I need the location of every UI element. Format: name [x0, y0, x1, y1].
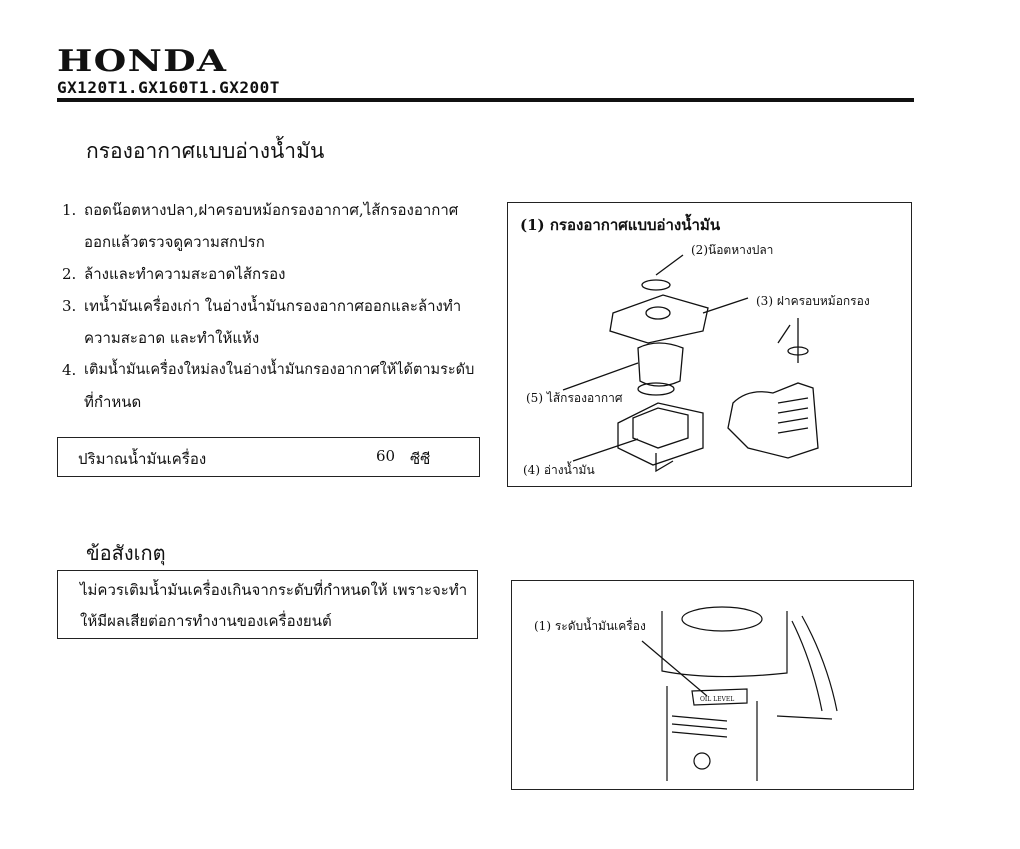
- oil-capacity-unit: ซีซี: [410, 450, 431, 468]
- step-item: [62, 290, 492, 354]
- label-filter-element: (5) ไส้กรองอากาศ: [526, 391, 623, 405]
- engine-illustration: [512, 581, 913, 789]
- oil-capacity-value: 60: [376, 447, 396, 465]
- step-text: ล้างและทำความสะอาดไส้กรอง: [84, 265, 286, 283]
- honda-logo: HONDA: [57, 44, 228, 79]
- note-text: ไม่ควรเติมน้ำมันเครื่องเกินจากระดับที่กำหนดให้ เพราะจะทำ: [80, 581, 468, 599]
- note-title: ข้อสังเกตุ: [86, 541, 166, 565]
- label-oil-level: (1) ระดับน้ำมันเครื่อง: [534, 619, 646, 633]
- label-cover: (3) ฝาครอบหม้อกรอง: [756, 294, 870, 308]
- step-text: เทน้ำมันเครื่องเก่า ในอ่างน้ำมันกรองอากาศออกและล้างทำ: [84, 297, 462, 315]
- figure-title: (1) กรองอากาศแบบอ่างน้ำมัน: [520, 216, 721, 234]
- oil-capacity-label: ปริมาณน้ำมันเครื่อง: [78, 450, 207, 468]
- note-box: [57, 570, 478, 639]
- label-wing-nut: (2)น๊อตหางปลา: [691, 243, 774, 257]
- step-text: เติมน้ำมันเครื่องใหม่ลงในอ่างน้ำมันกรองอากาศให้ได้ตามระดับ: [84, 362, 475, 378]
- section-title: กรองอากาศแบบอ่างน้ำมัน: [86, 139, 325, 163]
- label-oil-bath: (4) อ่างน้ำมัน: [523, 463, 595, 477]
- air-cleaner-diagram: [507, 202, 912, 487]
- step-text: ความสะอาด และทำให้แห้ง: [84, 329, 260, 347]
- step-item: [62, 194, 492, 258]
- step-number: 1.: [62, 201, 77, 219]
- step-text: ออกแล้วตรวจดูความสกปรก: [84, 233, 265, 251]
- step-number: 3.: [62, 297, 77, 315]
- oil-level-diagram: [511, 580, 914, 790]
- oil-capacity-box: [57, 437, 480, 477]
- note-text: ให้มีผลเสียต่อการทำงานของเครื่องยนต์: [80, 612, 332, 630]
- step-number: 4.: [62, 361, 77, 379]
- model-numbers: GX120T1.GX160T1.GX200T: [57, 78, 280, 97]
- steps-list: [62, 194, 492, 418]
- step-text: ถอดน๊อตหางปลา,ฝาครอบหม้อกรองอากาศ,ไส้กรองอากาศ: [84, 201, 459, 219]
- header-rule: [57, 98, 914, 102]
- step-item: [62, 258, 492, 290]
- step-item: [62, 354, 492, 418]
- step-number: 2.: [62, 265, 77, 283]
- step-text: ที่กำหนด: [84, 393, 142, 411]
- oil-level-marking: OIL LEVEL: [700, 696, 735, 703]
